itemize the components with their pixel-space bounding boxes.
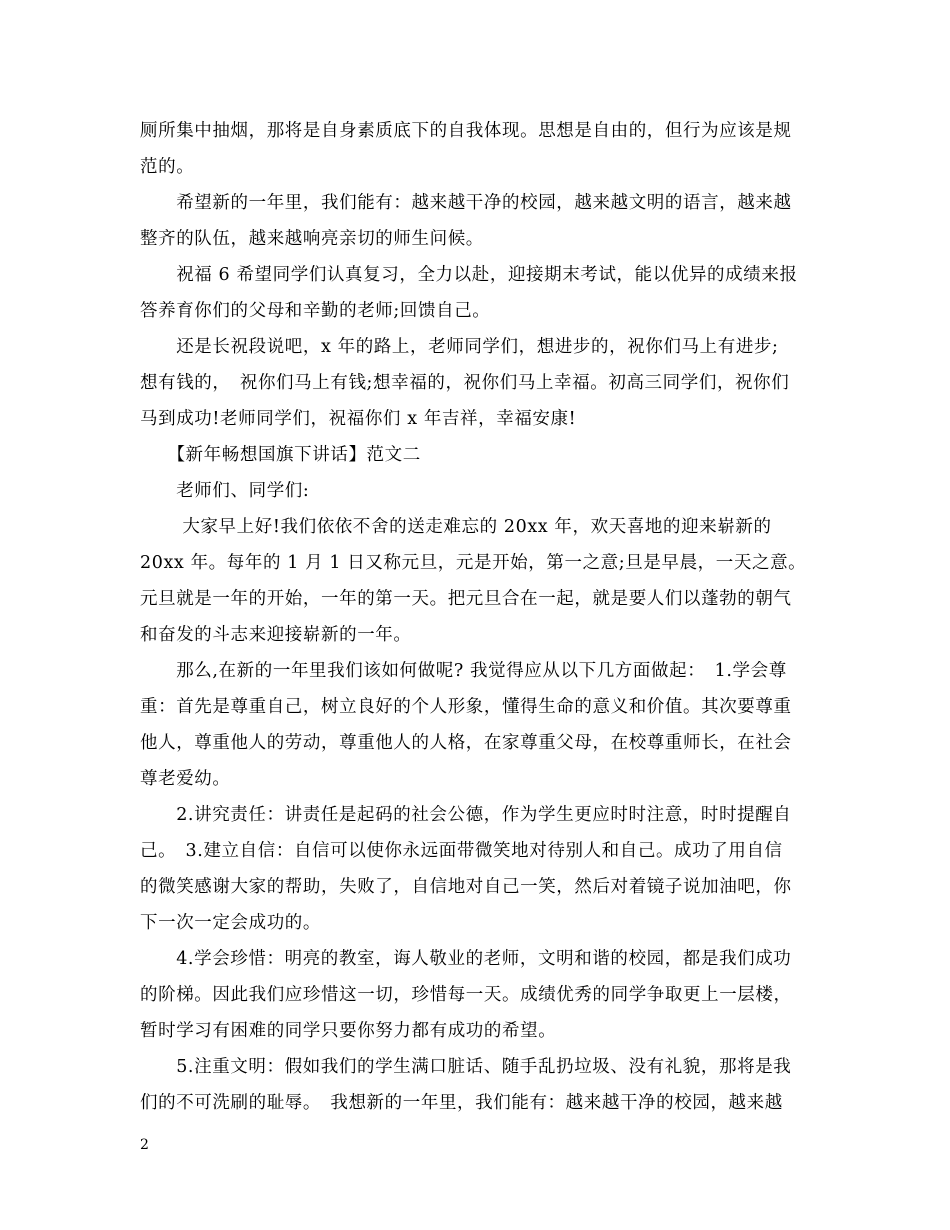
- text-line: 和奋发的斗志来迎接崭新的一年。: [140, 625, 412, 645]
- text-line: 们的不可洗刷的耻辱。 我想新的一年里，我们能有：越来越干净的校园，越来越: [140, 1093, 783, 1113]
- text-line: 【新年畅想国旗下讲话】范文二: [140, 445, 421, 465]
- section-heading: [140, 437, 812, 473]
- paragraph-9: [140, 797, 812, 941]
- paragraph-7: [140, 509, 812, 653]
- text-line: 答养育你们的父母和辛勤的老师;回馈自己。: [140, 301, 491, 321]
- text-line: 范的。: [140, 157, 195, 177]
- text-line: 20xx 年。每年的 1 月 1 日又称元旦，元是开始，第一之意;旦是早晨，一天之意。: [140, 553, 807, 573]
- text-line: 大家早上好!我们依依不舍的送走难忘的 20xx 年，欢天喜地的迎来崭新的: [140, 517, 772, 537]
- text-line: 想有钱的， 祝你们马上有钱;想幸福的，祝你们马上幸福。初高三同学们，祝你们: [140, 373, 790, 393]
- text-line: 整齐的队伍，越来越响亮亲切的师生问候。: [140, 229, 484, 249]
- page-number: 2: [140, 1137, 149, 1153]
- paragraph-10: [140, 941, 812, 1049]
- paragraph-2: [140, 185, 812, 257]
- text-line: 的阶梯。因此我们应珍惜这一切，珍惜每一天。成绩优秀的同学争取更上一层楼，: [140, 985, 792, 1005]
- text-line: 元旦就是一年的开始，一年的第一天。把元旦合在一起，就是要人们以蓬勃的朝气: [140, 589, 792, 609]
- text-line: 希望新的一年里，我们能有：越来越干净的校园，越来越文明的语言，越来越: [140, 193, 792, 213]
- paragraph-3: [140, 257, 812, 329]
- text-line: 下一次一定会成功的。: [140, 913, 321, 933]
- text-line: 那么,在新的一年里我们该如何做呢? 我觉得应从以下几方面做起： 1.学会尊: [140, 661, 787, 681]
- text-line: 4.学会珍惜：明亮的教室，诲人敬业的老师，文明和谐的校园，都是我们成功: [140, 949, 792, 969]
- text-line: 尊老爱幼。: [140, 769, 231, 789]
- text-line: 马到成功!老师同学们，祝福你们 x 年吉祥，幸福安康!: [140, 409, 577, 429]
- text-line: 老师们、同学们:: [140, 481, 310, 501]
- text-line: 2.讲究责任：讲责任是起码的社会公德，作为学生更应时时注意，时时提醒自: [140, 805, 792, 825]
- text-line: 还是长祝段说吧，x 年的路上，老师同学们，想进步的，祝你们马上有进步;: [140, 337, 779, 357]
- salutation: [140, 473, 812, 509]
- text-line: 己。 3.建立自信：自信可以使你永远面带微笑地对待别人和自己。成功了用自信: [140, 841, 783, 861]
- paragraph-4: [140, 329, 812, 437]
- text-line: 5.注重文明：假如我们的学生满口脏话、随手乱扔垃圾、没有礼貌，那将是我: [140, 1057, 792, 1077]
- text-line: 重：首先是尊重自己，树立良好的个人形象，懂得生命的意义和价值。其次要尊重: [140, 697, 792, 717]
- paragraph-1: [140, 113, 812, 185]
- text-line: 暂时学习有困难的同学只要你努力都有成功的希望。: [140, 1021, 557, 1041]
- text-line: 祝福 6 希望同学们认真复习，全力以赴，迎接期末考试，能以优异的成绩来报: [140, 265, 798, 285]
- text-line: 厕所集中抽烟，那将是自身素质底下的自我体现。思想是自由的，但行为应该是规: [140, 121, 792, 141]
- paragraph-11: [140, 1049, 812, 1121]
- document-body: [140, 113, 812, 1121]
- paragraph-8: [140, 653, 812, 797]
- text-line: 他人，尊重他人的劳动，尊重他人的人格，在家尊重父母，在校尊重师长，在社会: [140, 733, 792, 753]
- text-line: 的微笑感谢大家的帮助，失败了，自信地对自己一笑，然后对着镜子说加油吧，你: [140, 877, 792, 897]
